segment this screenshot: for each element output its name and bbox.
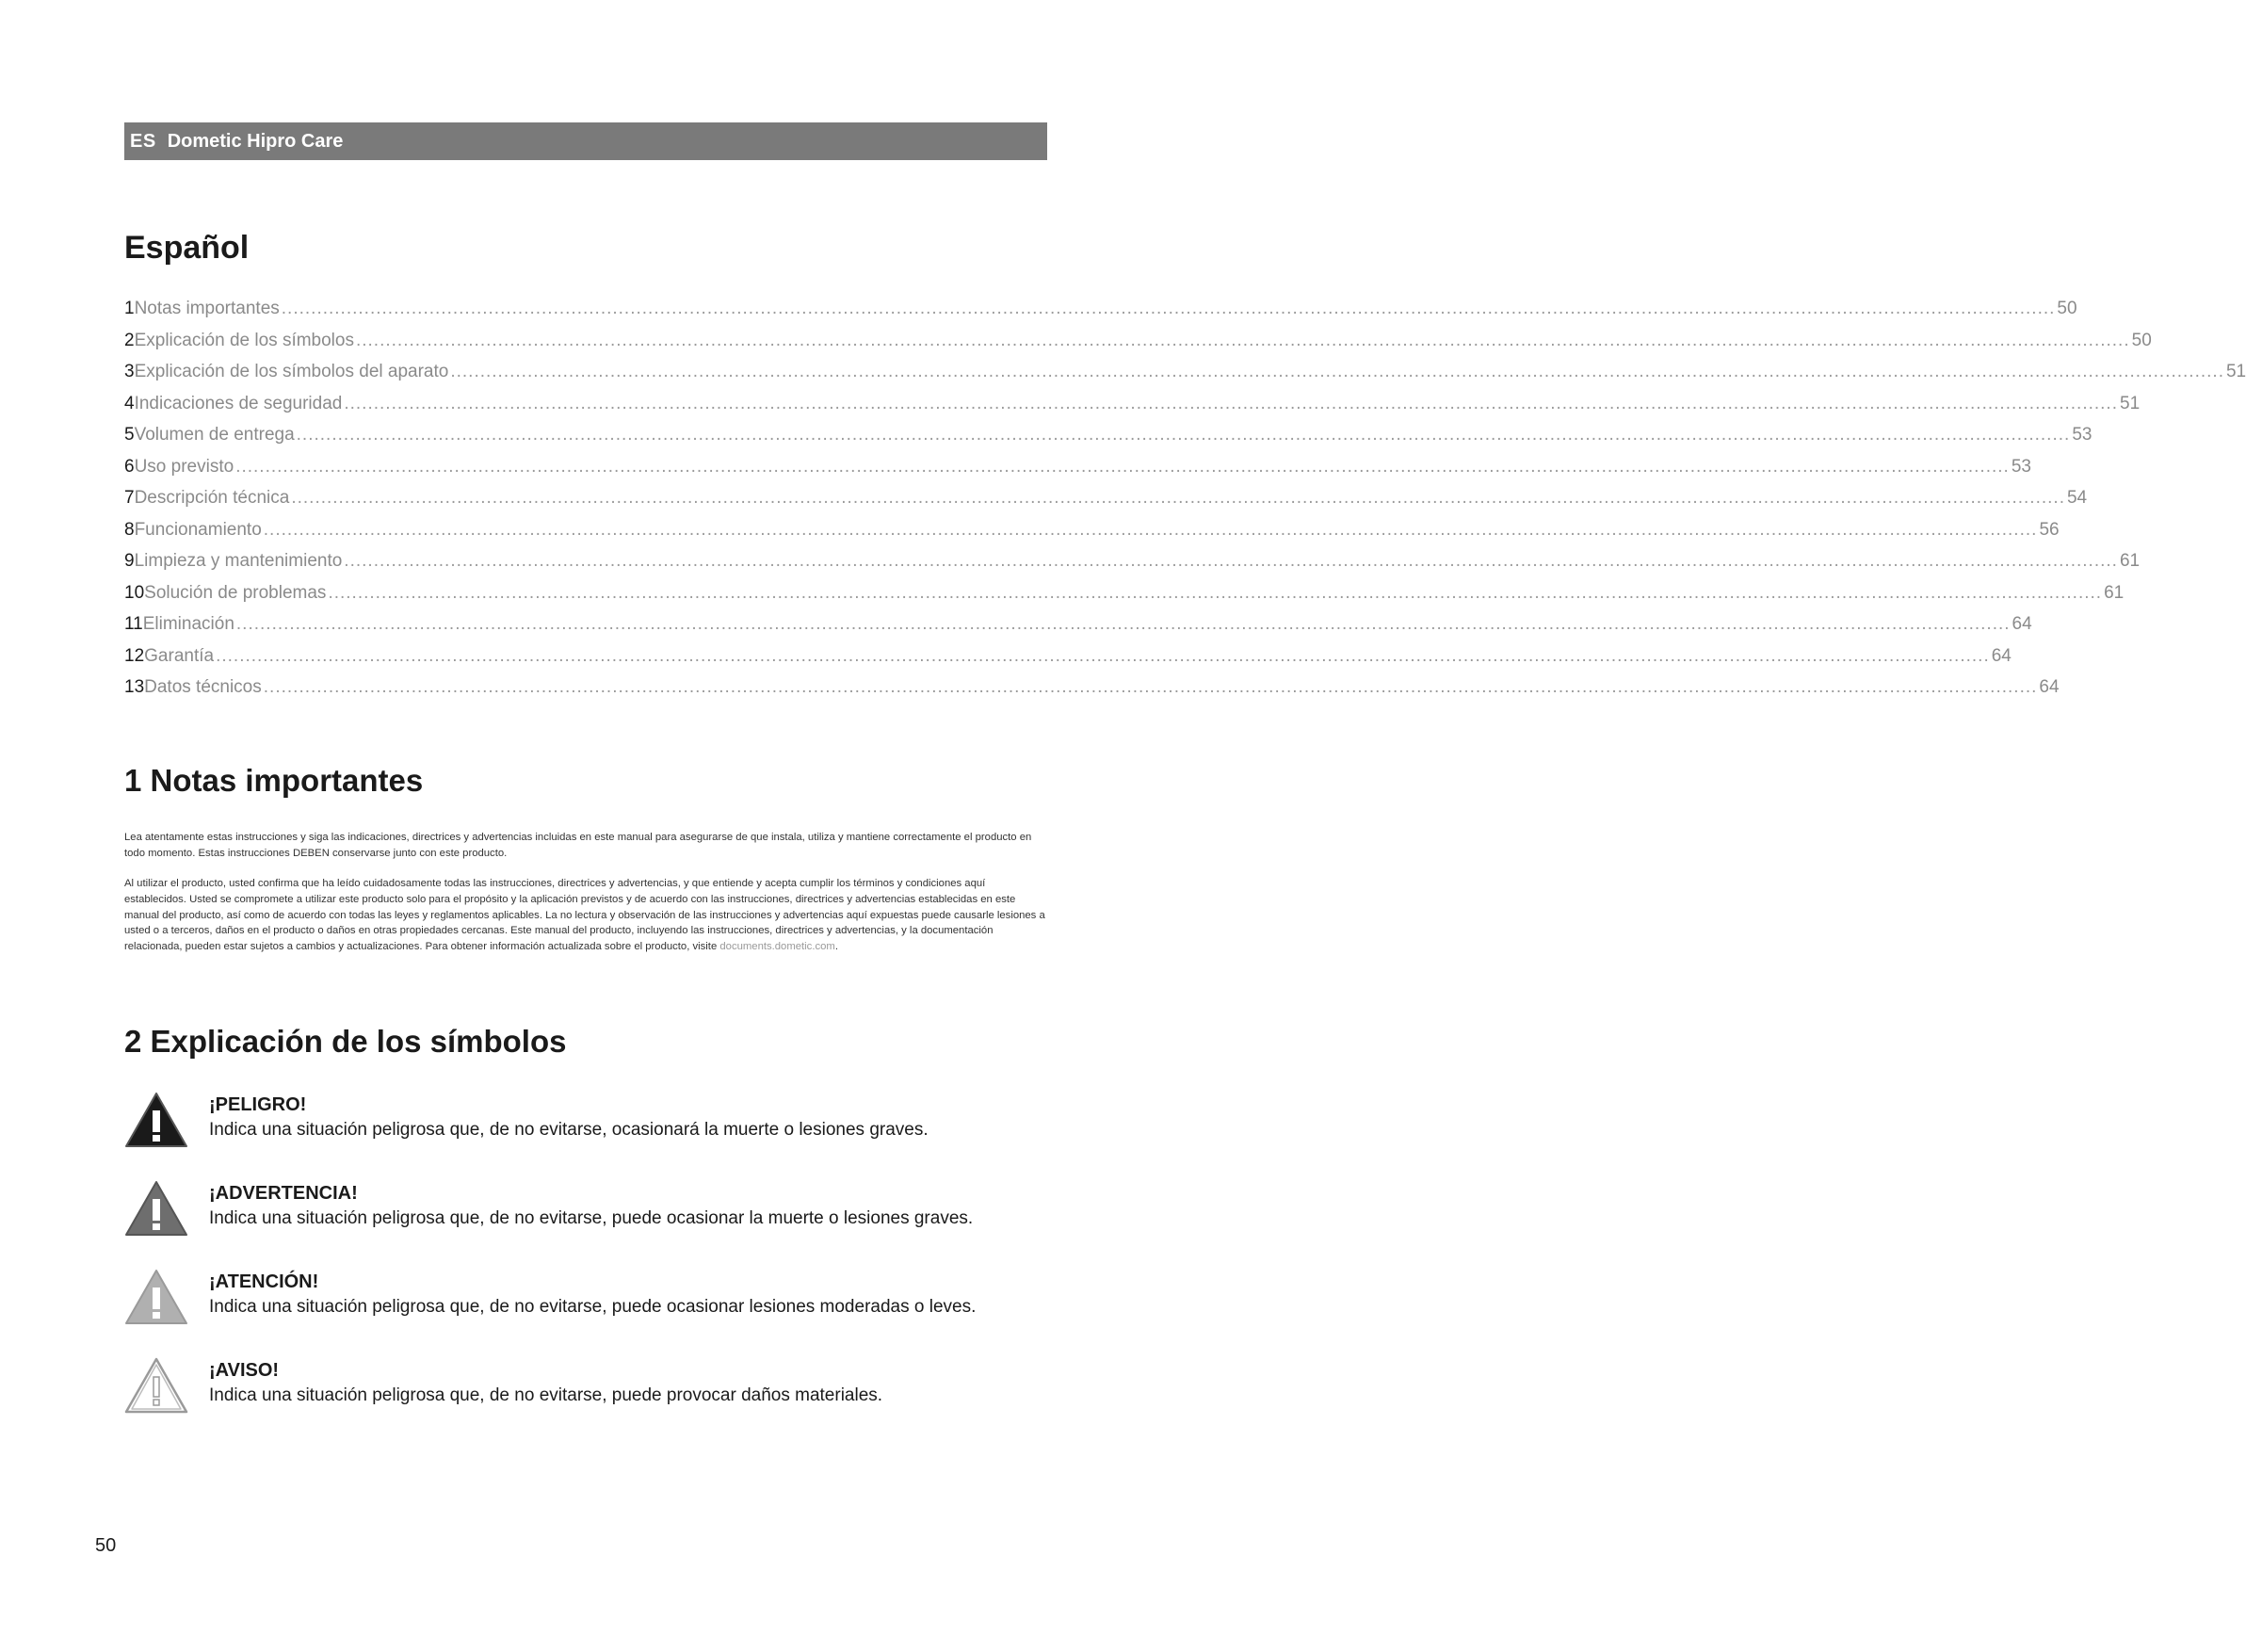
warning-triangle-black-icon [124,1091,188,1149]
toc-number: 8 [124,519,135,540]
paragraph-2-text: Al utilizar el producto, usted confirma que ha leído cuidadosamente todas las instrucciones, directrices y advertencias, y que entiende y acepta cumplir los términos y condiciones aquí establecidos. Usted se compromete a utilizar este producto solo para el propósito y la aplicación previstos y de acuerdo con las instrucciones, directrices y advertencias establecidas en este manual del producto, así como de acuerdo con todas las leyes y reglamentos aplicables. La no lectura y observación de las instrucciones y advertencias aquí expuestas puede causarle lesiones a usted o a terceros, daños en el producto o daños en otras propiedades cercanas. Este manual del producto, incluyendo las instrucciones, directrices y advertencias, y la documentación relacionada, pueden estar sujetos a cambios y actualizaciones. Para obtener información actualizada sobre el producto, visite [124,878,1045,953]
toc-page-number: 61 [2104,582,2125,603]
toc-leader-dots: ............................................................................................................................................................................................................................................................................................................ [344,551,2118,571]
page-number: 50 [95,1535,117,1556]
section-1-paragraph-2 [124,876,1047,955]
toc-page-number: 51 [2225,362,2246,381]
toc-label: Explicación de los símbolos [134,330,354,350]
notice-text: Indica una situación peligrosa que, de no evitarse, puede ocasionar la muerte o lesiones graves. [209,1208,974,1228]
section-1-paragraph-1: Lea atentamente estas instrucciones y siga las indicaciones, directrices y advertencias incluidas en este manual para asegurarse de que instala, utiliza y mantiene correctamente el producto en todo momento. Estas instrucciones DEBEN conservarse junto con este producto. [124,832,1032,859]
warning-triangle-lightgray-icon [124,1268,188,1326]
toc-leader-dots: ............................................................................................................................................................................................................................................................................................................ [216,645,1990,666]
notice-text: Indica una situación peligrosa que, de no evitarse, puede provocar daños materiales. [209,1385,883,1405]
toc-row[interactable] [124,582,2125,615]
documents-link[interactable]: documents.dometic.com [719,941,835,953]
toc-page-number: 64 [1991,645,2012,666]
toc-page-number: 64 [2012,614,2032,634]
toc-label: Limpieza y mantenimiento [134,551,343,571]
toc-row[interactable] [124,299,2077,331]
toc-row[interactable] [124,614,2032,646]
toc-page-number: 53 [2072,425,2092,445]
toc-label: Explicación de los símbolos del aparato [134,362,449,381]
section-2-title: 2 Explicación de los símbolos [124,1024,567,1059]
toc-label: Volumen de entrega [134,425,295,445]
notice-title: ¡ADVERTENCIA! [209,1183,358,1204]
toc-page-number: 53 [2011,456,2031,477]
toc-label: Descripción técnica [134,488,290,508]
toc-row[interactable] [124,456,2031,489]
toc-row[interactable] [124,393,2141,426]
toc-row[interactable] [124,488,2088,520]
toc-page-number: 51 [2120,393,2141,413]
toc-leader-dots: ............................................................................................................................................................................................................................................................................................................ [296,425,2071,445]
toc-number: 12 [124,645,145,666]
warning-triangle-darkgray-icon [124,1179,188,1238]
toc-number: 2 [124,330,135,350]
toc-label: Indicaciones de seguridad [134,393,343,413]
toc-page-number: 54 [2066,488,2088,508]
toc-row[interactable] [124,645,2012,678]
toc-number: 10 [124,582,145,603]
toc-leader-dots: ............................................................................................................................................................................................................................................................................................................ [263,519,2038,540]
notice-caution [124,1268,1047,1334]
product-title: Dometic Hipro Care [167,130,344,152]
toc-page-number: 56 [2039,519,2060,540]
section-1-title: 1 Notas importantes [124,763,424,798]
toc-label: Eliminación [142,614,234,634]
toc-number: 7 [124,488,135,508]
notice-title: ¡ATENCIÓN! [209,1271,319,1292]
toc-label: Uso previsto [134,456,234,477]
toc-leader-dots: ............................................................................................................................................................................................................................................................................................................ [344,393,2118,413]
toc-label: Notas importantes [134,299,280,318]
toc-number: 1 [124,299,135,318]
toc-number: 11 [124,614,143,634]
toc-row[interactable] [124,551,2141,583]
toc-leader-dots: ............................................................................................................................................................................................................................................................................................................ [355,330,2130,350]
toc-row[interactable] [124,677,2060,709]
toc-label: Funcionamiento [134,519,262,540]
toc-number: 4 [124,393,135,413]
toc-leader-dots: ............................................................................................................................................................................................................................................................................................................ [235,456,2010,477]
notice-text: Indica una situación peligrosa que, de no evitarse, ocasionará la muerte o lesiones graves. [209,1120,929,1140]
notice-danger [124,1091,1047,1157]
notice-title: ¡AVISO! [209,1360,280,1381]
toc-leader-dots: ............................................................................................................................................................................................................................................................................................................ [263,677,2038,697]
toc-number: 13 [124,677,145,697]
notice-title: ¡PELIGRO! [209,1094,307,1115]
toc-leader-dots: ............................................................................................................................................................................................................................................................................................................ [328,582,2103,603]
toc-leader-dots: ............................................................................................................................................................................................................................................................................................................ [281,299,2056,318]
language-code: ES [130,130,156,152]
toc-leader-dots: ............................................................................................................................................................................................................................................................................................................ [291,488,2065,508]
toc-page-number: 50 [2131,330,2152,350]
toc-label: Datos técnicos [144,677,262,697]
warning-triangle-outline-icon [124,1356,188,1415]
toc-title: Español [124,230,250,266]
table-of-contents [124,299,2246,709]
toc-row[interactable] [124,519,2060,552]
toc-row[interactable] [124,425,2092,457]
toc-label: Garantía [144,645,215,666]
notice-notice [124,1356,1047,1422]
toc-page-number: 61 [2119,551,2141,571]
notice-warning [124,1179,1047,1245]
toc-number: 9 [124,551,135,571]
toc-label: Solución de problemas [144,582,327,603]
toc-page-number: 64 [2039,677,2060,697]
toc-number: 5 [124,425,135,445]
toc-leader-dots: ............................................................................................................................................................................................................................................................................................................ [450,362,2224,381]
toc-page-number: 50 [2057,299,2077,318]
toc-row[interactable] [124,330,2152,363]
notice-text: Indica una situación peligrosa que, de no evitarse, puede ocasionar lesiones moderadas o leves. [209,1297,977,1317]
header-bar [124,122,1047,160]
toc-number: 6 [124,456,135,477]
toc-leader-dots: ............................................................................................................................................................................................................................................................................................................ [235,614,2011,634]
toc-number: 3 [124,362,135,381]
paragraph-2-end: . [834,941,838,953]
toc-row[interactable] [124,362,2246,394]
